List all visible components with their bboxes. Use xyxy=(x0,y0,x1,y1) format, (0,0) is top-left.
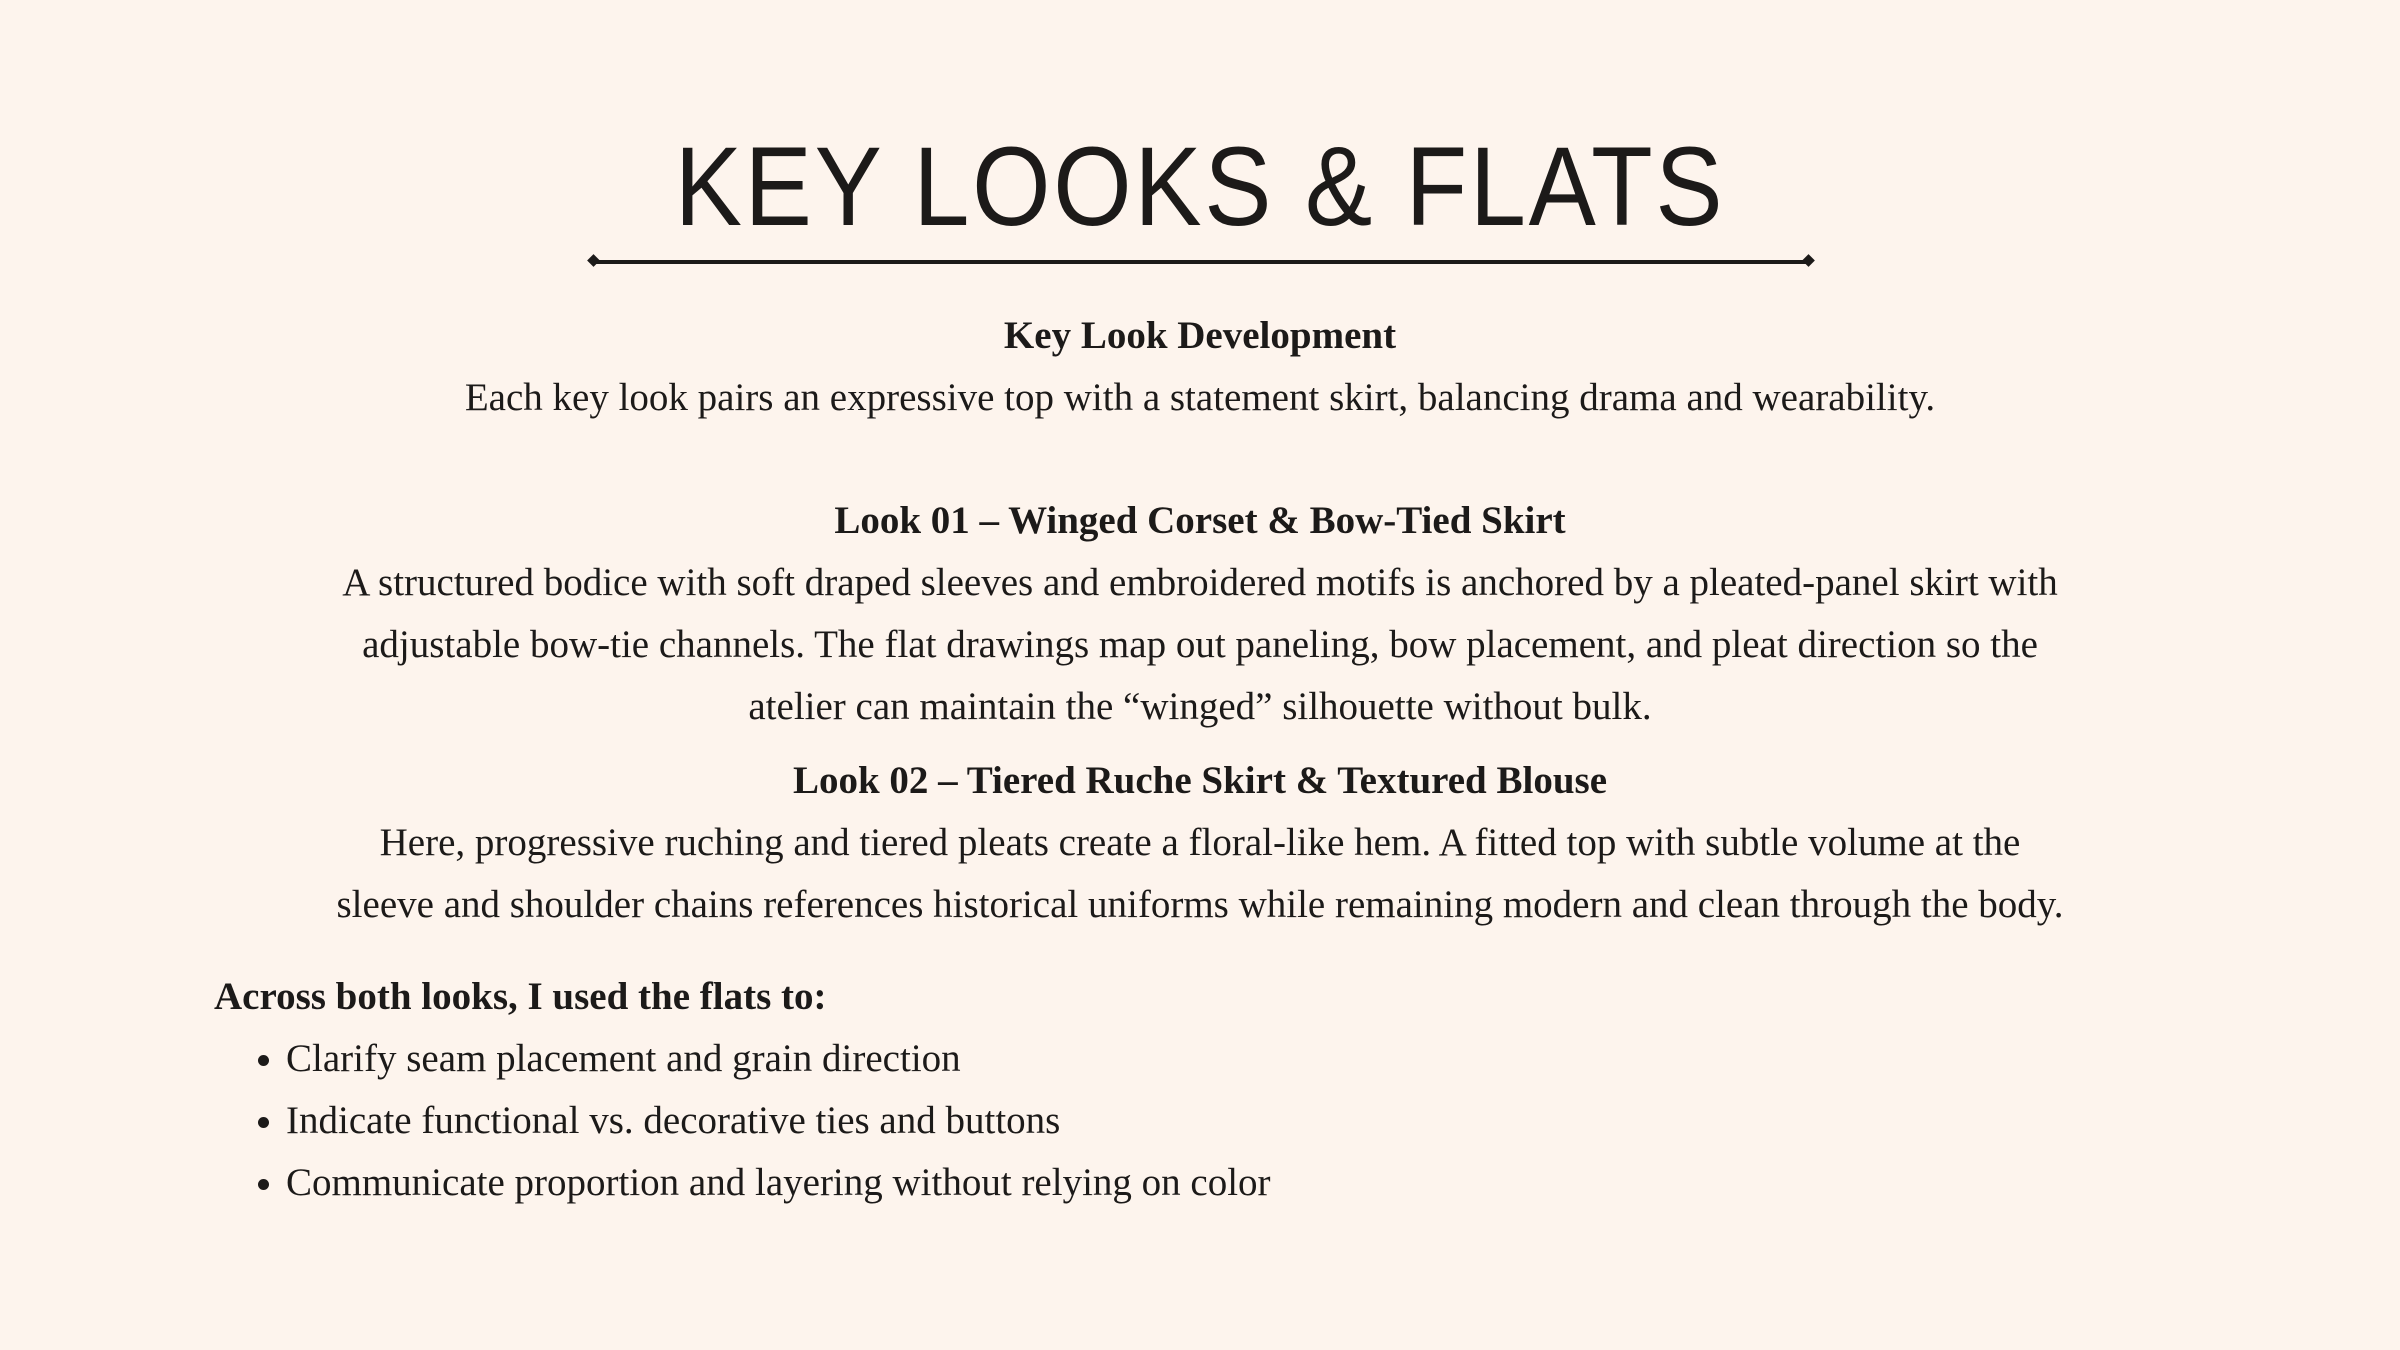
look-01-line-2: adjustable bow-tie channels. The flat drawings map out paneling, bow placement, and pleat direction so the xyxy=(362,623,2038,666)
look-01-heading: Look 01 – Winged Corset & Bow-Tied Skirt xyxy=(834,499,1566,542)
list-item xyxy=(214,1152,1814,1214)
intro-section xyxy=(200,305,2200,429)
summary-heading: Across both looks, I used the flats to: xyxy=(214,975,827,1018)
bullet-icon xyxy=(258,1117,269,1128)
look-01-line-1: A structured bodice with soft draped sleeves and embroidered motifs is anchored by a pleated-panel skirt with xyxy=(342,561,2058,604)
summary-section xyxy=(214,966,1814,1214)
title-divider xyxy=(594,260,1808,264)
list-item xyxy=(214,1028,1814,1090)
intro-heading: Key Look Development xyxy=(1003,314,1397,357)
divider-left-end xyxy=(587,254,600,267)
summary-list xyxy=(214,1028,1814,1214)
look-02-section xyxy=(200,750,2200,936)
look-01-line-3: atelier can maintain the “winged” silhouette without bulk. xyxy=(748,685,1652,728)
look-02-heading: Look 02 – Tiered Ruche Skirt & Textured Blouse xyxy=(792,759,1608,802)
look-01-section xyxy=(200,490,2200,738)
list-item-text: Indicate functional vs. decorative ties and buttons xyxy=(286,1099,1061,1142)
page-title: KEY LOOKS & FLATS xyxy=(674,124,1726,249)
look-02-line-1: Here, progressive ruching and tiered pleats create a floral-like hem. A fitted top with subtle volume at the xyxy=(379,821,2021,864)
look-02-line-2: sleeve and shoulder chains references historical uniforms while remaining modern and clean through the body. xyxy=(336,883,2064,926)
list-item xyxy=(214,1090,1814,1152)
bullet-icon xyxy=(258,1055,269,1066)
intro-text: Each key look pairs an expressive top with a statement skirt, balancing drama and wearability. xyxy=(464,376,1936,419)
list-item-text: Clarify seam placement and grain direction xyxy=(286,1037,961,1080)
bullet-icon xyxy=(258,1179,269,1190)
list-item-text: Communicate proportion and layering without relying on color xyxy=(286,1161,1271,1204)
divider-right-end xyxy=(1802,254,1815,267)
